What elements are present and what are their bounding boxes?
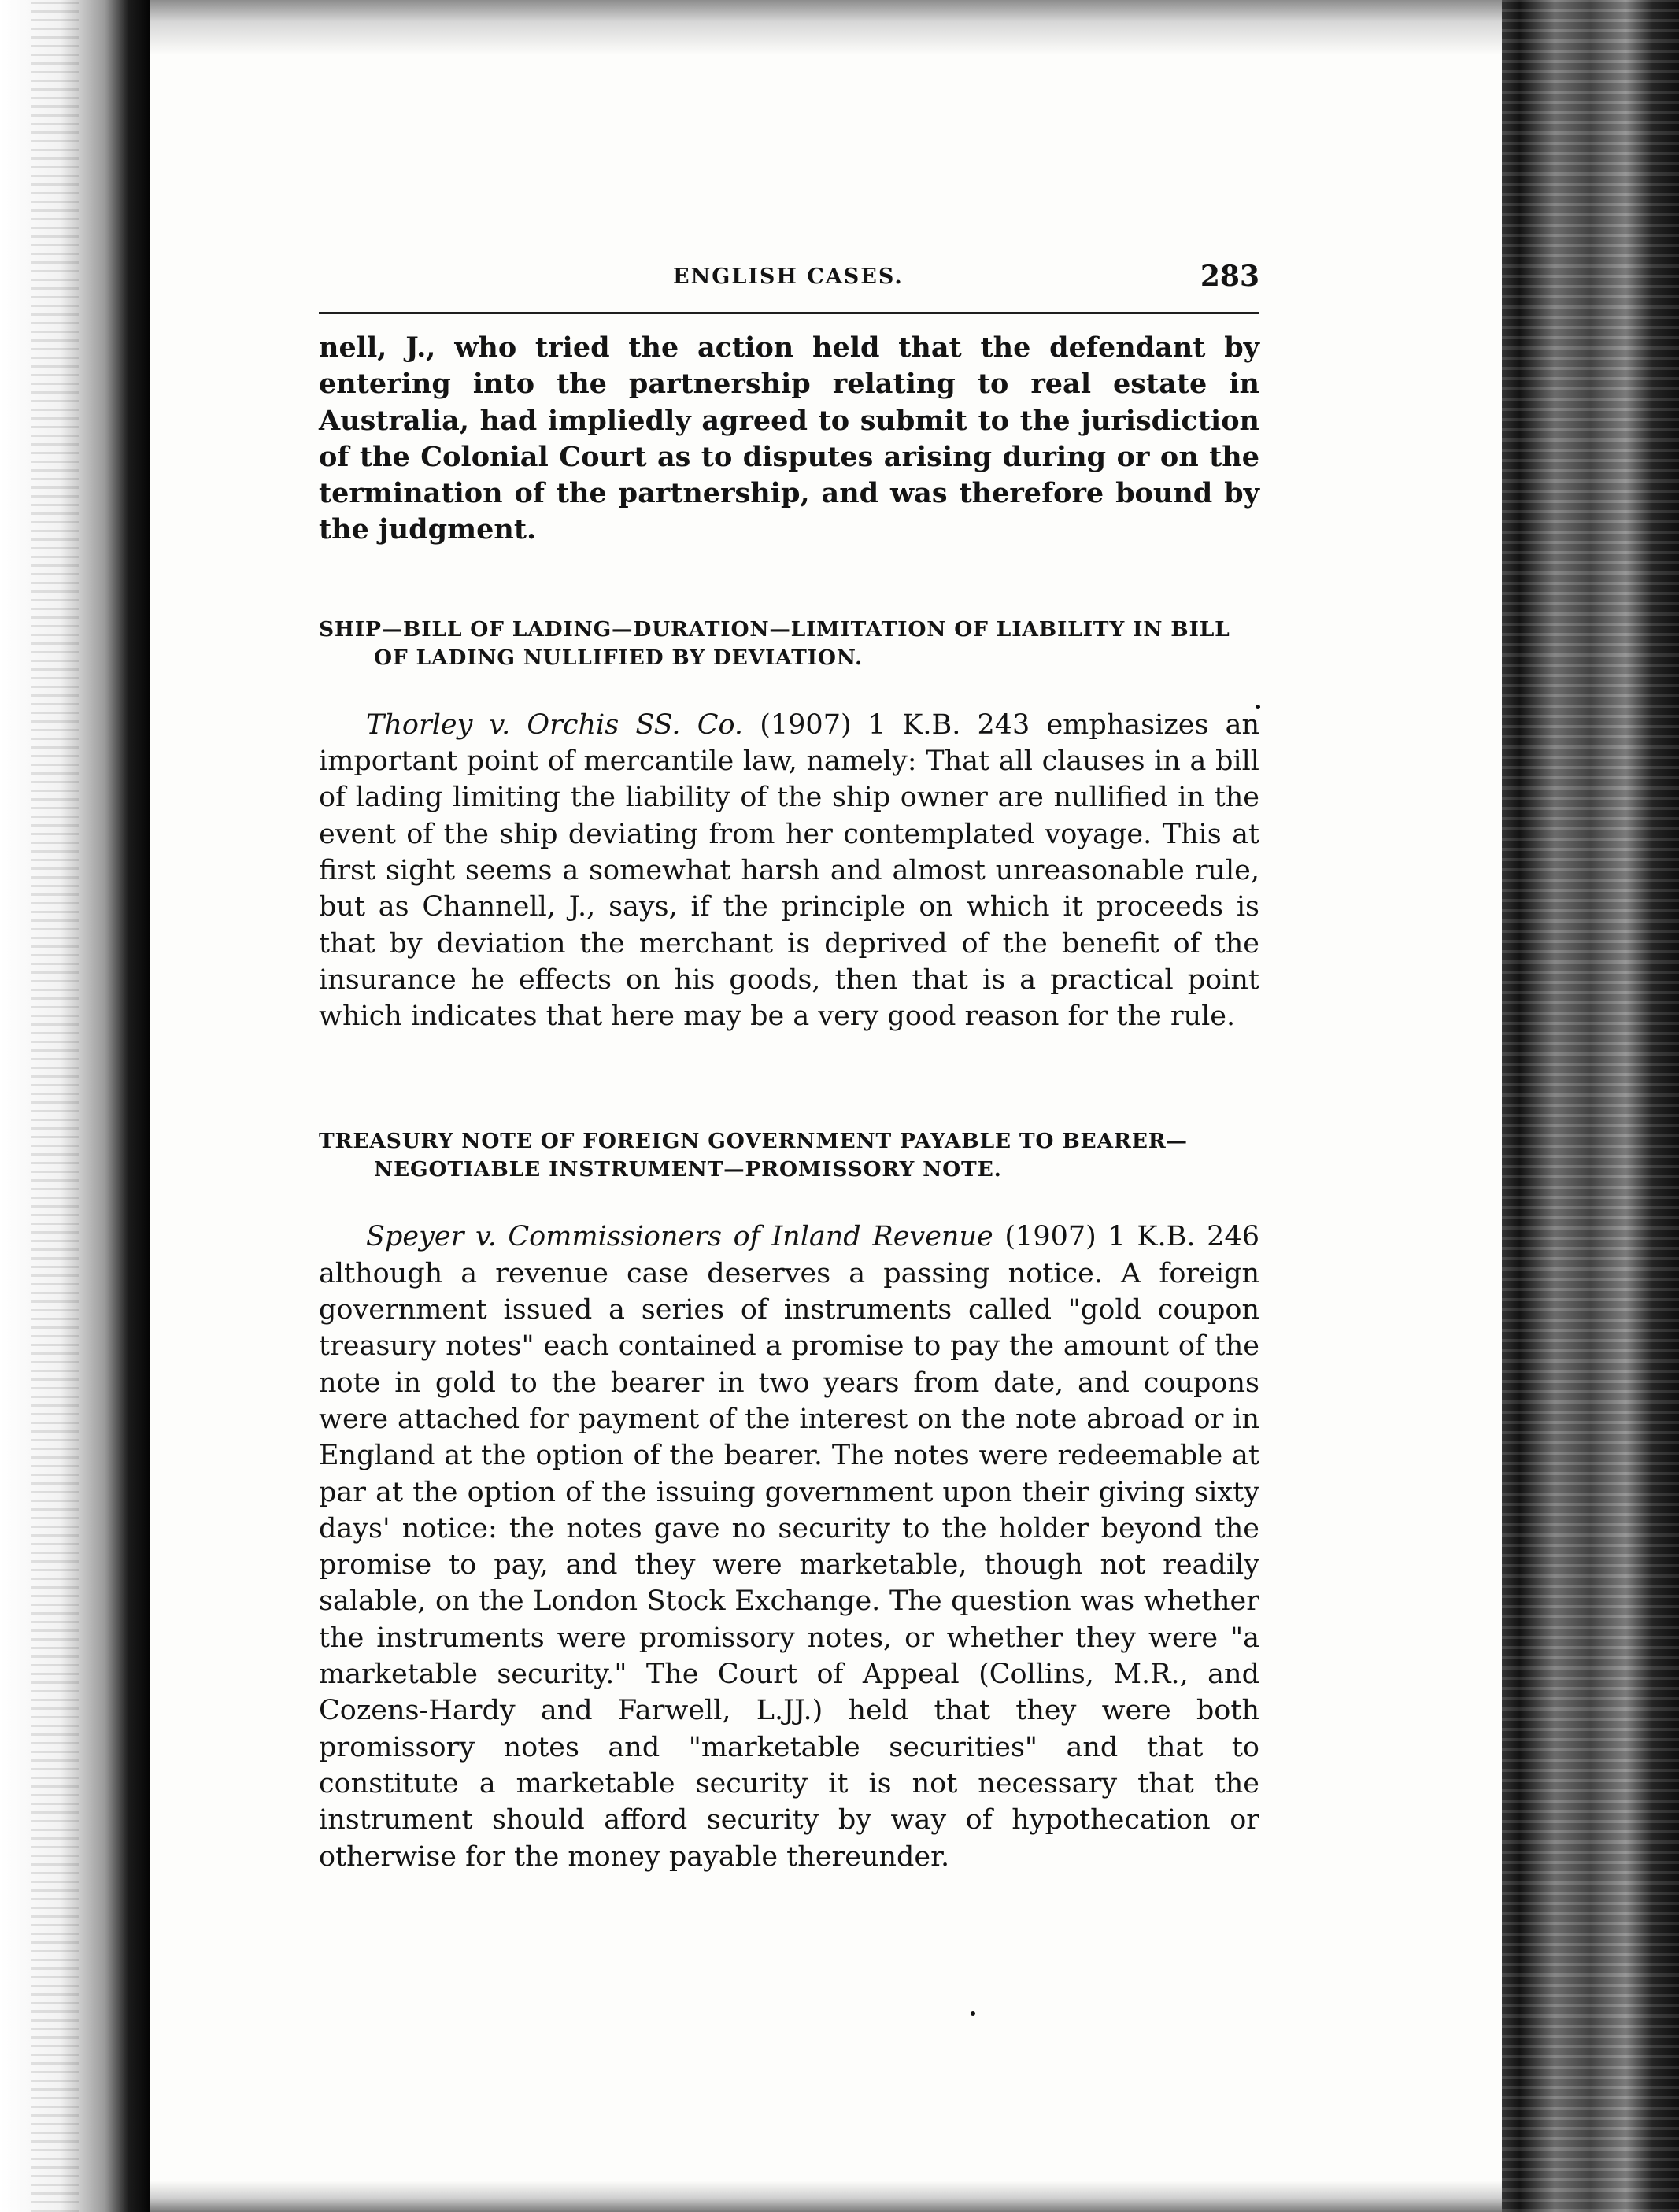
- case-body-thorley: (1907) 1 K.B. 243 emphasizes an important point of mercantile law, namely: That all clauses in a bill of lading limiting the liability of the ship owner are nullified in the event of the ship deviating from her contemplated voyage. This at first sight seems a somewhat harsh and almost unreasonable rule, but as Channell, J., says, if the principle on which it proceeds is that by deviation the merchant is deprived of the benefit of the insurance he effects on his goods, then that is a practical point which indicates that here may be a very good reason for the rule.: [319, 708, 1259, 1033]
- continued-paragraph: nell, J., who tried the action held that the defendant by entering into the partnership relating to real estate in Australia, had impliedly agreed to submit to the jurisdiction of the Colonial Court as to disputes arising during or on the termination of the partnership, and was therefore bound by the judgment.: [319, 331, 1259, 546]
- section-heading-treasury-note: TREASURY NOTE OF FOREIGN GOVERNMENT PAYABLE TO BEARER—NEGOTIABLE INSTRUMENT—PROMISSORY NOTE.: [319, 1129, 1188, 1182]
- case-name-speyer: Speyer v. Commissioners of Inland Revenue: [366, 1221, 993, 1253]
- header-rule: [319, 312, 1259, 314]
- running-title: ENGLISH CASES.: [673, 264, 904, 289]
- page-content: [319, 260, 1259, 1875]
- case-paragraph-speyer: [319, 1219, 1259, 1874]
- page-number: 283: [1200, 260, 1259, 293]
- case-paragraph-thorley: [319, 707, 1259, 1035]
- case-name-thorley: Thorley v. Orchis SS. Co.: [366, 708, 744, 741]
- top-scan-edge: [150, 0, 1502, 55]
- section-heading-bill-of-lading: SHIP—BILL OF LADING—DURATION—LIMITATION OF LIABILITY IN BILL OF LADING NULLIFIED BY DEVIATION.: [319, 616, 1230, 670]
- binding-edge: [0, 0, 150, 2212]
- bottom-scan-edge: [150, 2181, 1502, 2212]
- ink-speck: [971, 2011, 975, 2016]
- case-body-speyer: (1907) 1 K.B. 246 although a revenue case deserves a passing notice. A foreign government issued a series of instruments called "gold coupon treasury notes" each contained a promise to pay the amount of the note in gold to the bearer in two years from date, and coupons were attached for payment of the interest on the note abroad or in England at the option of the bearer. The notes were redeemable at par at the option of the issuing government upon their giving sixty days' notice: the notes gave no security to the holder beyond the promise to pay, and they were marketable, though not readily salable, on the London Stock Exchange. The question was whether the instruments were promissory notes, or whether they were "a marketable security." The Court of Appeal (Collins, M.R., and Cozens-Hardy and Farwell, L.JJ.) held that they were both promissory notes and "marketable securities" and that to constitute a marketable security it is not necessary that the instrument should afford security by way of hypothecation or otherwise for the money payable thereunder.: [319, 1221, 1259, 1873]
- page-stack-edge: [1502, 0, 1679, 2212]
- ink-speck: [1256, 705, 1260, 709]
- running-head: [319, 260, 1259, 301]
